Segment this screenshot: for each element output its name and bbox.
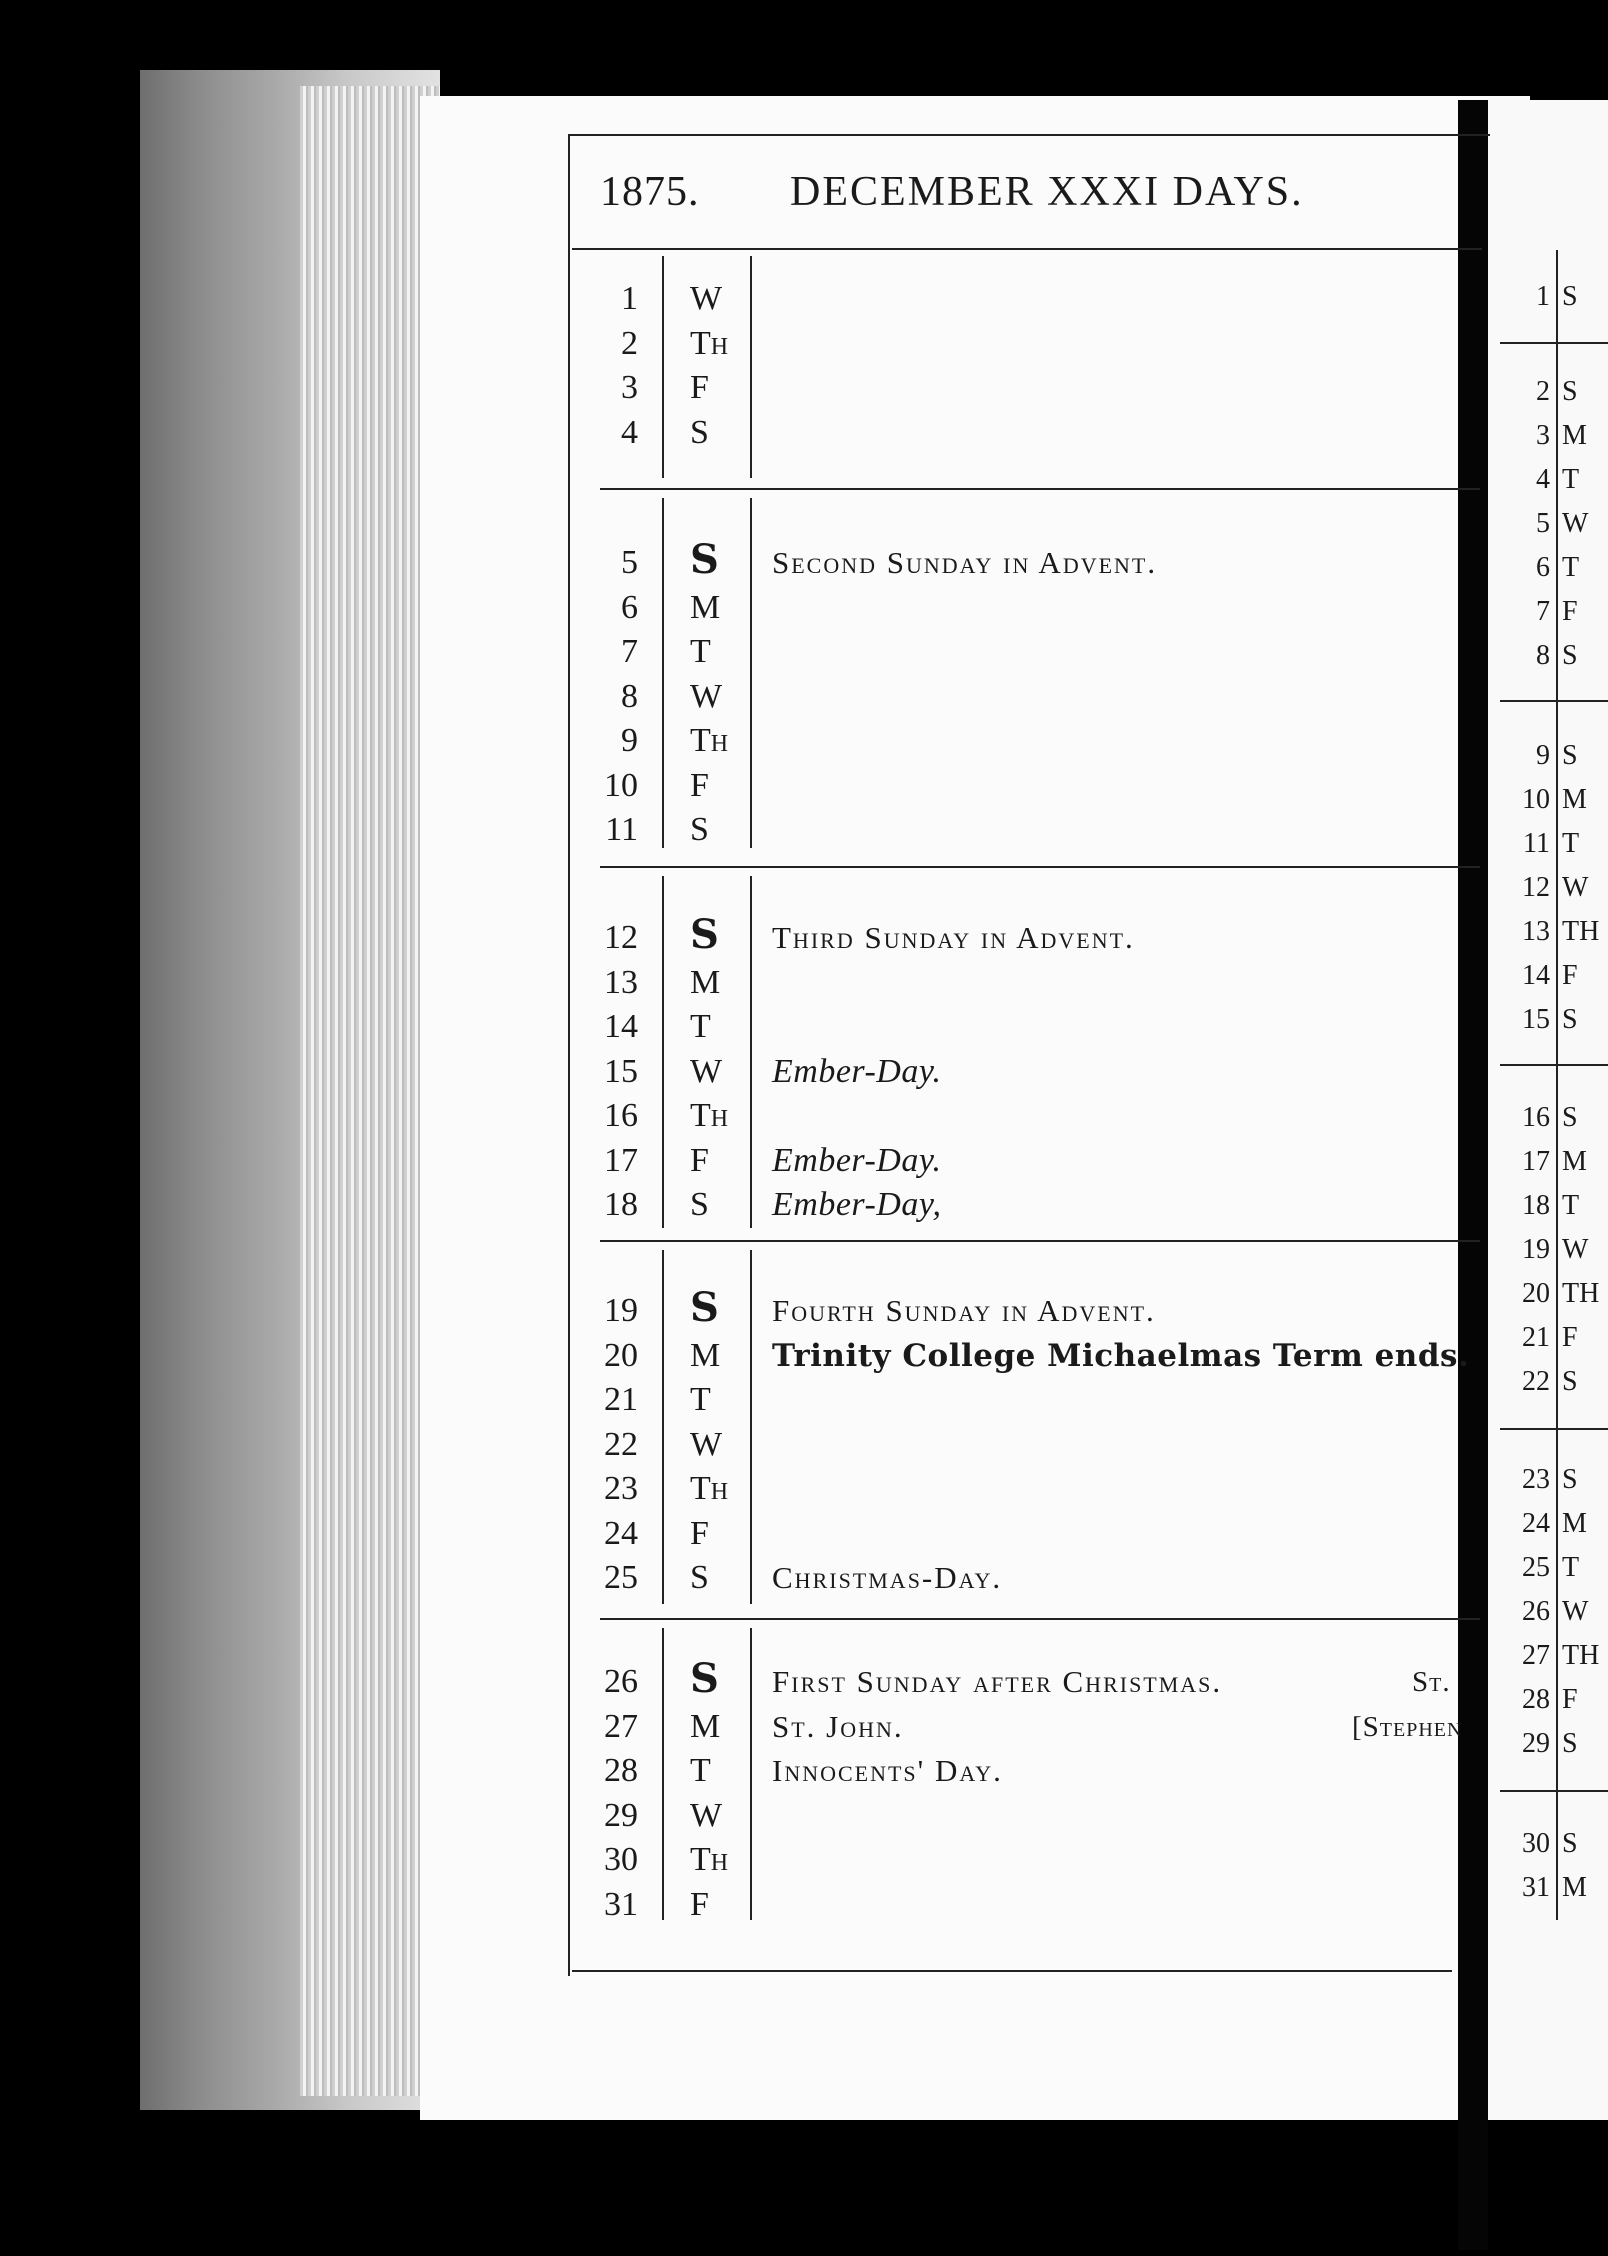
day-of-week: T: [690, 1008, 711, 1045]
day-of-week: M: [690, 1707, 721, 1745]
facing-day-number: 5: [1536, 508, 1550, 539]
sunday-glyph: S: [690, 911, 719, 958]
facing-day-number: 12: [1522, 872, 1550, 903]
day-of-week: S: [690, 413, 709, 451]
facing-day-number: 25: [1522, 1552, 1550, 1583]
facing-day-number: 19: [1522, 1234, 1550, 1265]
column-rule-left: [662, 876, 664, 1228]
dow-smallcap: H: [710, 731, 729, 757]
column-rule-left: [662, 498, 664, 848]
facing-day-of-week: S: [1562, 640, 1578, 671]
facing-day-number: 20: [1522, 1278, 1550, 1309]
day-of-week: S: [690, 811, 709, 848]
bottom-rule: [572, 1970, 1452, 1972]
facing-day-number: 24: [1522, 1508, 1550, 1539]
sunday-glyph: S: [690, 1284, 719, 1331]
day-number: 4: [621, 413, 638, 451]
day-number: 22: [604, 1425, 638, 1463]
facing-day-number: 2: [1536, 376, 1550, 407]
facing-day-number: 28: [1522, 1684, 1550, 1715]
facing-day-of-week: W: [1562, 1596, 1589, 1627]
day-of-week: W: [690, 1796, 723, 1834]
day-number: 1: [621, 280, 638, 317]
dow-smallcap: H: [710, 1850, 729, 1876]
page-stack: [300, 86, 440, 2096]
dow-smallcap: H: [710, 1479, 729, 1505]
dow-smallcap: H: [710, 1106, 729, 1132]
facing-day-number: 1: [1536, 281, 1550, 312]
day-note: Fourth Sunday in Advent.: [772, 1293, 1156, 1328]
day-of-week: T: [690, 633, 711, 670]
facing-day-number: 31: [1522, 1872, 1550, 1903]
day-number: 25: [604, 1559, 638, 1596]
facing-day-number: 23: [1522, 1464, 1550, 1495]
facing-day-of-week: TH: [1562, 1278, 1600, 1309]
day-of-week: W: [690, 280, 723, 317]
facing-day-number: 17: [1522, 1146, 1550, 1177]
facing-day-of-week: S: [1562, 1102, 1578, 1133]
year-label: 1875.: [600, 169, 700, 215]
dow-smallcap: H: [1579, 916, 1600, 947]
day-number: 6: [621, 588, 638, 626]
day-number: 5: [621, 544, 638, 581]
day-number: 13: [604, 963, 638, 1001]
facing-day-of-week: T: [1562, 552, 1580, 583]
day-of-week: M: [690, 1336, 721, 1374]
facing-day-of-week: S: [1562, 1828, 1578, 1859]
day-note: Second Sunday in Advent.: [772, 545, 1158, 580]
day-of-week: W: [690, 677, 723, 715]
day-of-week: W: [690, 1425, 723, 1463]
day-number: 29: [604, 1796, 638, 1834]
day-number: 24: [604, 1514, 638, 1552]
day-number: 31: [604, 1885, 638, 1923]
facing-day-of-week: F: [1562, 1322, 1578, 1353]
column-rule-right: [750, 1628, 752, 1920]
facing-week-divider: [1500, 700, 1608, 702]
day-of-week: S: [690, 1559, 709, 1596]
facing-week-divider: [1500, 342, 1608, 344]
day-note: Trinity College Michaelmas Term ends.: [772, 1337, 1470, 1374]
day-of-week: TH: [690, 1841, 729, 1878]
day-number: 2: [621, 324, 638, 362]
week-divider: [600, 1618, 1480, 1620]
day-number: 27: [604, 1707, 638, 1745]
column-rule-right: [750, 1250, 752, 1604]
facing-day-number: 8: [1536, 640, 1550, 671]
facing-day-number: 22: [1522, 1366, 1550, 1397]
column-rule-right: [750, 256, 752, 478]
facing-day-number: 16: [1522, 1102, 1550, 1133]
day-note: Ember-Day,: [772, 1186, 942, 1223]
facing-day-number: 9: [1536, 740, 1550, 771]
day-number: 30: [604, 1841, 638, 1878]
column-rule-left: [662, 1250, 664, 1604]
facing-day-of-week: M: [1562, 1872, 1587, 1903]
day-number: 11: [605, 811, 638, 848]
facing-day-of-week: F: [1562, 960, 1578, 991]
dow-smallcap: H: [1579, 1278, 1600, 1309]
facing-day-number: 11: [1523, 828, 1550, 859]
facing-week-divider: [1500, 1428, 1608, 1430]
day-number: 14: [604, 1008, 638, 1045]
day-note: Third Sunday in Advent.: [772, 920, 1135, 955]
facing-day-number: 4: [1536, 464, 1550, 495]
column-rule-left: [662, 256, 664, 478]
facing-day-number: 29: [1522, 1728, 1550, 1759]
day-number: 23: [604, 1470, 638, 1507]
day-number: 21: [604, 1381, 638, 1418]
facing-day-of-week: M: [1562, 1508, 1587, 1539]
day-number: 19: [604, 1292, 638, 1329]
facing-day-of-week: T: [1562, 1552, 1580, 1583]
day-of-week: F: [690, 369, 709, 406]
day-of-week: F: [690, 1141, 709, 1179]
facing-day-number: 15: [1522, 1004, 1550, 1035]
column-rule-right: [750, 876, 752, 1228]
facing-day-of-week: S: [1562, 1464, 1578, 1495]
facing-day-of-week: F: [1562, 1684, 1578, 1715]
facing-week-divider: [1500, 1064, 1608, 1066]
facing-day-of-week: S: [1562, 1366, 1578, 1397]
facing-day-of-week: T: [1562, 1190, 1580, 1221]
day-number: 28: [604, 1752, 638, 1789]
facing-day-of-week: T: [1562, 464, 1580, 495]
facing-day-number: 13: [1522, 916, 1550, 947]
day-number: 7: [621, 633, 638, 670]
facing-day-of-week: S: [1562, 281, 1578, 312]
facing-day-of-week: W: [1562, 508, 1589, 539]
facing-week-divider: [1500, 1790, 1608, 1792]
day-of-week: T: [690, 1752, 711, 1789]
day-of-week: W: [690, 1052, 723, 1090]
day-number: 16: [604, 1097, 638, 1134]
facing-day-of-week: S: [1562, 1004, 1578, 1035]
week-divider: [600, 1240, 1480, 1242]
facing-day-of-week: M: [1562, 1146, 1587, 1177]
day-of-week: TH: [690, 1470, 729, 1507]
facing-day-number: 10: [1522, 784, 1550, 815]
sunday-glyph: S: [690, 536, 719, 583]
facing-day-of-week: TH: [1562, 916, 1600, 947]
column-rule-left: [662, 1628, 664, 1920]
facing-day-of-week: W: [1562, 872, 1589, 903]
facing-day-number: 27: [1522, 1640, 1550, 1671]
day-of-week: TH: [690, 324, 729, 362]
week-divider: [600, 488, 1480, 490]
day-of-week: TH: [690, 722, 729, 759]
day-note-continued: [Stephen: [1352, 1710, 1463, 1743]
day-number: 9: [621, 722, 638, 759]
day-number: 3: [621, 369, 638, 406]
facing-day-number: 18: [1522, 1190, 1550, 1221]
week-divider: [600, 866, 1480, 868]
facing-day-of-week: S: [1562, 740, 1578, 771]
day-of-week: M: [690, 963, 721, 1001]
day-note: Innocents' Day.: [772, 1753, 1003, 1788]
facing-day-number: 6: [1536, 552, 1550, 583]
facing-day-of-week: M: [1562, 784, 1587, 815]
facing-day-number: 3: [1536, 420, 1550, 451]
header-rule: [572, 248, 1482, 250]
day-number: 10: [604, 766, 638, 804]
facing-day-of-week: M: [1562, 420, 1587, 451]
day-note: Ember-Day.: [772, 1141, 942, 1179]
day-note-continued: St.: [1412, 1666, 1451, 1698]
facing-day-of-week: S: [1562, 376, 1578, 407]
day-note: Ember-Day.: [772, 1052, 942, 1090]
facing-day-of-week: S: [1562, 1728, 1578, 1759]
day-of-week: T: [690, 1381, 711, 1418]
day-of-week: M: [690, 588, 721, 626]
facing-day-number: 14: [1522, 960, 1550, 991]
column-rule-right: [750, 498, 752, 848]
facing-day-number: 21: [1522, 1322, 1550, 1353]
dow-smallcap: H: [1579, 1640, 1600, 1671]
dow-smallcap: H: [710, 333, 729, 360]
day-number: 12: [604, 919, 638, 956]
day-note: Christmas-Day.: [772, 1560, 1003, 1595]
facing-day-number: 26: [1522, 1596, 1550, 1627]
facing-day-of-week: W: [1562, 1234, 1589, 1265]
facing-day-number: 30: [1522, 1828, 1550, 1859]
day-number: 8: [621, 677, 638, 715]
sunday-glyph: S: [690, 1655, 719, 1702]
day-of-week: F: [690, 1885, 709, 1923]
facing-day-number: 7: [1536, 596, 1550, 627]
day-of-week: TH: [690, 1097, 729, 1134]
facing-day-of-week: F: [1562, 596, 1578, 627]
facing-column-rule: [1556, 250, 1558, 1920]
day-of-week: F: [690, 766, 709, 804]
day-number: 17: [604, 1141, 638, 1179]
day-number: 18: [604, 1186, 638, 1223]
day-of-week: S: [690, 1186, 709, 1223]
day-number: 15: [604, 1052, 638, 1090]
day-of-week: F: [690, 1514, 709, 1552]
day-number: 26: [604, 1663, 638, 1700]
month-title: DECEMBER XXXI DAYS.: [790, 169, 1304, 215]
day-note: First Sunday after Christmas.: [772, 1664, 1223, 1699]
day-note: St. John.: [772, 1708, 904, 1744]
facing-day-of-week: T: [1562, 828, 1580, 859]
day-number: 20: [604, 1336, 638, 1374]
facing-day-of-week: TH: [1562, 1640, 1600, 1671]
